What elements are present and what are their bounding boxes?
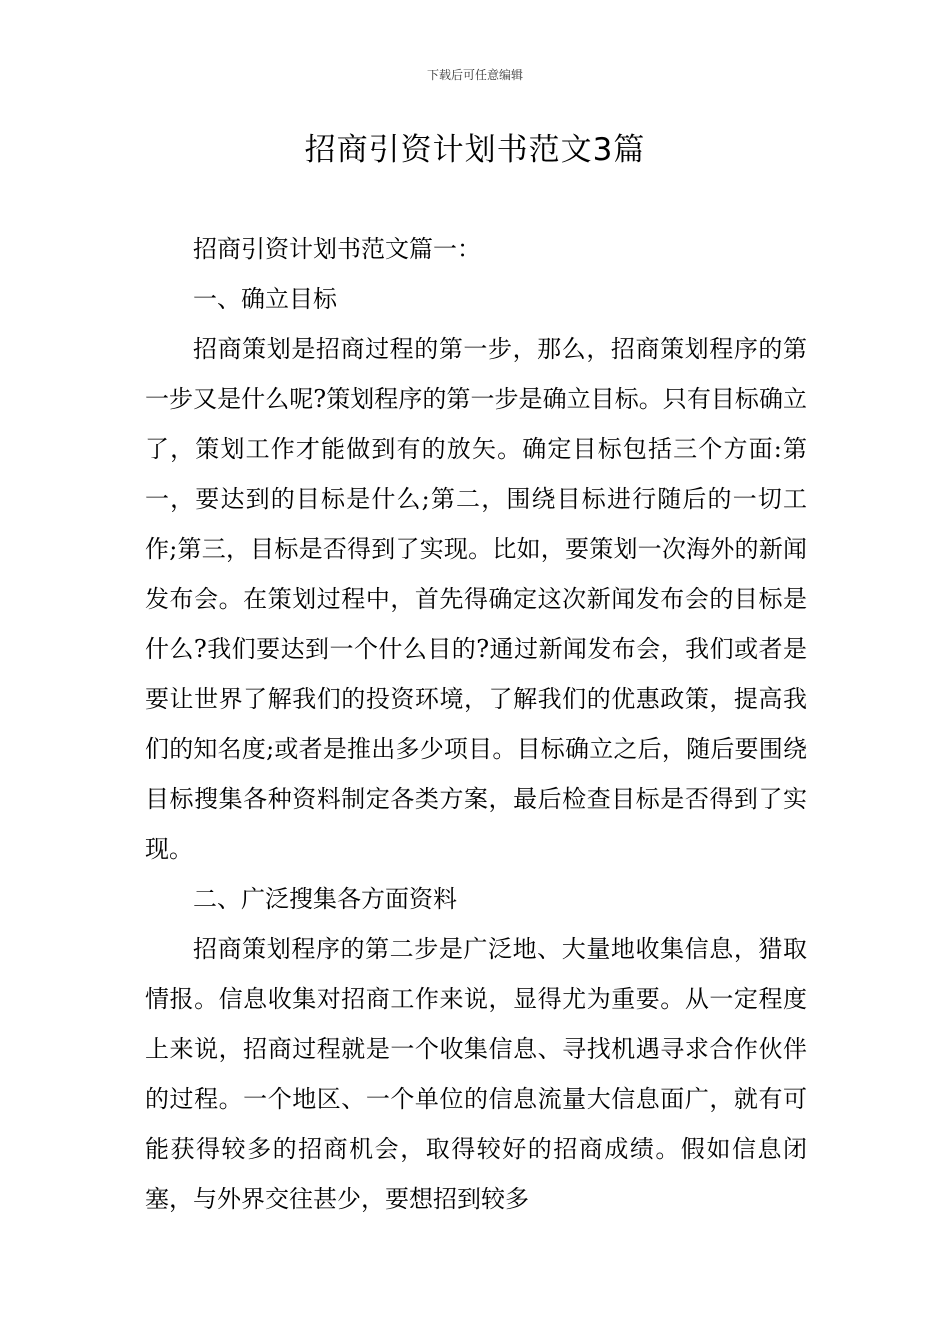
document-body (145, 224, 807, 1224)
section-heading-part-one: 招商引资计划书范文篇一： (193, 235, 481, 263)
document-title: 招商引资计划书范文3篇 (304, 132, 646, 168)
paragraph-collect-materials: 招商策划程序的第二步是广泛地、大量地收集信息，猎取情报。信息收集对招商工作来说，显得尤为重要。从一定程度上来说，招商过程就是一个收集信息、寻找机遇寻求合作伙伴的过程。一个地区、一个单位的信息流量大信息面广，就有可能获得较多的招商机会，取得较好的招商成绩。假如信息闭塞，与外界交往甚少，要想招到较多 (145, 935, 807, 1213)
subheading-establish-goals: 一、确立目标 (193, 285, 337, 313)
header-note: 下载后可任意编辑 (426, 68, 523, 82)
subheading-collect-materials: 二、广泛搜集各方面资料 (193, 885, 457, 913)
paragraph-establish-goals: 招商策划是招商过程的第一步，那么，招商策划程序的第一步又是什么呢?策划程序的第一步是确立目标。只有目标确立了，策划工作才能做到有的放矢。确定目标包括三个方面:第一，要达到的目标是什么;第二，围绕目标进行随后的一切工作;第三，目标是否得到了实现。比如，要策划一次海外的新闻发布会。在策划过程中，首先得确定这次新闻发布会的目标是什么?我们要达到一个什么目的?通过新闻发布会，我们或者是要让世界了解我们的投资环境，了解我们的优惠政策，提高我们的知名度;或者是推出多少项目。目标确立之后，随后要围绕目标搜集各种资料制定各类方案，最后检查目标是否得到了实现。 (145, 335, 807, 863)
